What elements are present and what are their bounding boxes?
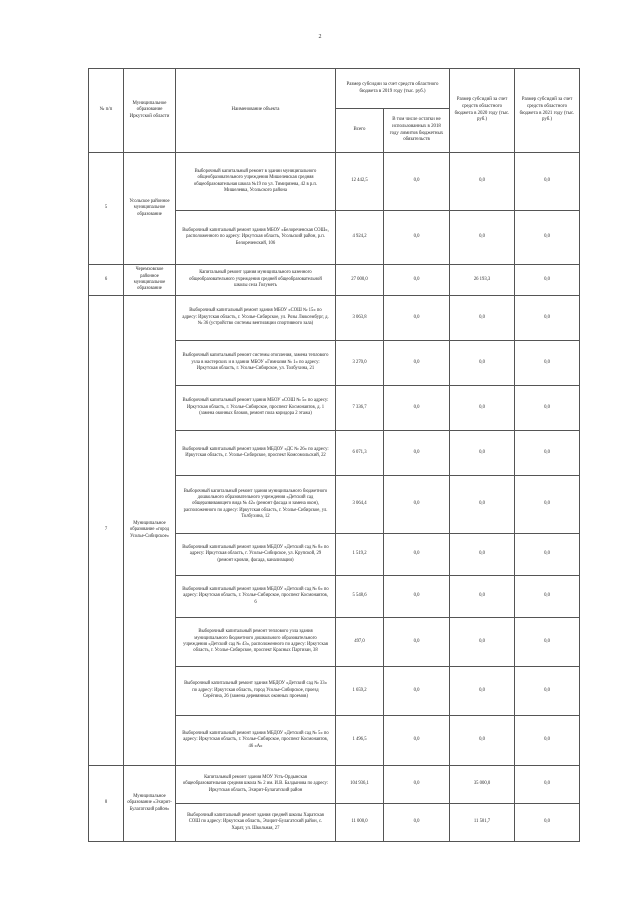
subsidy-2021-cell: 0,0 [515,716,580,766]
table-row [89,265,580,296]
unused-2018-cell: 0,0 [384,341,450,386]
object-name-cell: Выборочный капитальный ремонт системы отопления, замена теплового узла в мастерских и в здании МБОУ «Гимназия № 1» по адресу: Иркутская область, г. Усолье-Сибирское, ул. Толбухина, 21 [176,341,336,386]
total-cell: 12 442,5 [336,153,384,211]
object-name-cell: Выборочный капитальный ремонт здания средней школы Харатская СОШ по адресу: Иркутская область, Эхирит-Булагатский район, с. Харат, ул. Школьная, 27 [176,804,336,842]
group-number: 8 [89,766,124,842]
header-num: № п/п [89,69,124,153]
subsidy-2020-cell: 0,0 [450,341,515,386]
subsidy-2020-cell: 0,0 [450,534,515,576]
subsidy-2020-cell: 0,0 [450,716,515,766]
subsidy-2020-cell: 35 000,0 [450,766,515,804]
unused-2018-cell: 0,0 [384,667,450,716]
unused-2018-cell: 0,0 [384,476,450,534]
subsidy-2021-cell: 0,0 [515,534,580,576]
total-cell: 104 936,1 [336,766,384,804]
total-cell: 1 659,2 [336,667,384,716]
subsidy-2021-cell: 0,0 [515,766,580,804]
unused-2018-cell: 0,0 [384,431,450,476]
unused-2018-cell: 0,0 [384,804,450,842]
group-number: 7 [89,296,124,766]
subsidy-2020-cell: 0,0 [450,618,515,667]
total-cell: 497,0 [336,618,384,667]
unused-2018-cell: 0,0 [384,265,450,296]
header-subsidy-2020: Размер субсидий за счет средств областного бюджета в 2020 году (тыс. руб.) [450,69,515,153]
group-number: 6 [89,265,124,296]
subsidy-2021-cell: 0,0 [515,667,580,716]
subsidy-2021-cell: 0,0 [515,576,580,618]
group-number: 5 [89,153,124,265]
total-cell: 7 336,7 [336,386,384,431]
table-row [89,153,580,211]
object-name-cell: Выборочный капитальный ремонт теплового узла здания муниципального бюджетного дошкольного образовательного учреждения «Детский сад № 43», расположенного по адресу: Иркутская область, г. Усолье-Сибирское, проспект Красных Партизан, 38 [176,618,336,667]
subsidy-2021-cell: 0,0 [515,386,580,431]
table-body [89,153,580,842]
total-cell: 11 000,0 [336,804,384,842]
subsidy-2020-cell: 0,0 [450,667,515,716]
header-unused-2018: В том числе остатки не использованных в 2018 году лимитов бюджетных обязательств [384,109,450,153]
object-name-cell: Выборочный капитальный ремонт здания МБДОУ «ДС № 26» по адресу: Иркутская область, г. Усолье-Сибирское, проспект Комсомольский, 22 [176,431,336,476]
subsidy-2021-cell: 0,0 [515,618,580,667]
group-municipality: Муниципальное образование «город Усолье-Сибирское» [124,296,176,766]
table-row [89,296,580,341]
total-cell: 5 548,6 [336,576,384,618]
object-name-cell: Выборочный капитальный ремонт здания МБОУ «СОШ № 5» по адресу: Иркутская область, г. Усолье-Сибирское, проспект Космонавтов, д. 1 (замена оконных блоков, ремонт пола коридора 2 этажа) [176,386,336,431]
subsidy-2020-cell: 0,0 [450,296,515,341]
object-name-cell: Капитальный ремонт здания МОУ Усть-Ордынская общеобразовательная средняя школа № 2 им. И.В. Балдынова по адресу: Иркутская область, Эхирит-Булагатский район [176,766,336,804]
unused-2018-cell: 0,0 [384,211,450,265]
unused-2018-cell: 0,0 [384,386,450,431]
total-cell: 3 063,8 [336,296,384,341]
subsidy-table [88,68,580,842]
subsidy-2020-cell: 0,0 [450,576,515,618]
total-cell: 27 000,0 [336,265,384,296]
group-municipality: Усольское районное муниципальное образование [124,153,176,265]
object-name-cell: Выборочный капитальный ремонт в здании муниципального общеобразовательного учреждения Мишелевская средняя общеобразовательная школа №19 по ул. Тимирязева, 42 в р.п. Мишелевка, Усольского района [176,153,336,211]
total-cell: 4 924,2 [336,211,384,265]
object-name-cell: Выборочный капитальный ремонт здания МБДОУ «Детский сад № 6» по адресу: Иркутская область, г. Усолье-Сибирское, проспект Космонавтов, 6 [176,576,336,618]
subsidy-2020-cell: 0,0 [450,431,515,476]
object-name-cell: Выборочный капитальный ремонт здания МБОУ «СОШ № 15» по адресу: Иркутская область, г. Усолье-Сибирское, ул. Розы Люксембург, д. № 36 (устройство системы вентиляции спортивного зала) [176,296,336,341]
unused-2018-cell: 0,0 [384,618,450,667]
header-municipality: Муниципальное образование Иркутской области [124,69,176,153]
total-cell: 1 519,2 [336,534,384,576]
unused-2018-cell: 0,0 [384,296,450,341]
subsidy-2020-cell: 0,0 [450,153,515,211]
object-name-cell: Выборочный капитальный ремонт здания муниципального бюджетного дошкольного образовательного учреждения «Детский сад общеразвивающего вида № 42» (ремонт фасада и замена окон), расположенного по адресу: Иркутская область, г. Усолье-Сибирское, ул. Толбухина, 12 [176,476,336,534]
subsidy-2020-cell: 0,0 [450,211,515,265]
subsidy-2020-cell: 0,0 [450,386,515,431]
subsidy-2021-cell: 0,0 [515,431,580,476]
subsidy-2020-cell: 26 193,3 [450,265,515,296]
object-name-cell: Выборочный капитальный ремонт здания МБОУ «Белореченская СОШ», расположенного по адресу: Иркутская область, Усольский район, р.п. Белореченский, 106 [176,211,336,265]
unused-2018-cell: 0,0 [384,766,450,804]
unused-2018-cell: 0,0 [384,534,450,576]
subsidy-2020-cell: 0,0 [450,476,515,534]
subsidy-2021-cell: 0,0 [515,476,580,534]
subsidy-2020-cell: 11 501,7 [450,804,515,842]
header-object-name: Наименование объекта [176,69,336,153]
subsidy-2021-cell: 0,0 [515,211,580,265]
table-row [89,766,580,804]
total-cell: 3 270,0 [336,341,384,386]
group-municipality: Муниципальное образование «Эхирит-Булагатский район» [124,766,176,842]
subsidy-2021-cell: 0,0 [515,265,580,296]
header-subsidy-2021: Размер субсидий за счет средств областного бюджета в 2021 году (тыс. руб.) [515,69,580,153]
page-number: 2 [318,34,322,40]
header-total: Всего [336,109,384,153]
unused-2018-cell: 0,0 [384,716,450,766]
object-name-cell: Выборочный капитальный ремонт здания МБДОУ «Детский сад № 8» по адресу: Иркутская область, г. Усолье-Сибирское, ул. Крупской, 29 (ремонт кровли, фасада, канализации) [176,534,336,576]
subsidy-2021-cell: 0,0 [515,296,580,341]
object-name-cell: Выборочный капитальный ремонт здания МБДОУ «Детский сад № 33» по адресу: Иркутская область, город Усолье-Сибирское, проезд Серёгина, 26 (замена деревянных оконных проемов) [176,667,336,716]
unused-2018-cell: 0,0 [384,153,450,211]
subsidy-2021-cell: 0,0 [515,804,580,842]
total-cell: 1 496,5 [336,716,384,766]
subsidy-2021-cell: 0,0 [515,341,580,386]
group-municipality: Черемховское районное муниципальное образование [124,265,176,296]
object-name-cell: Капитальный ремонт здания муниципального казенного общеобразовательного учреждения средней общеобразовательной школы села Голуметь [176,265,336,296]
object-name-cell: Выборочный капитальный ремонт здания МБДОУ «Детский сад № 5» по адресу: Иркутская область, г. Усолье-Сибирское, проспект Космонавтов, 46 «А» [176,716,336,766]
total-cell: 3 064,4 [336,476,384,534]
subsidy-2021-cell: 0,0 [515,153,580,211]
total-cell: 6 071,3 [336,431,384,476]
header-subsidy-2019: Размер субсидии за счет средств областного бюджета в 2019 году (тыс. руб.) [336,69,450,109]
unused-2018-cell: 0,0 [384,576,450,618]
